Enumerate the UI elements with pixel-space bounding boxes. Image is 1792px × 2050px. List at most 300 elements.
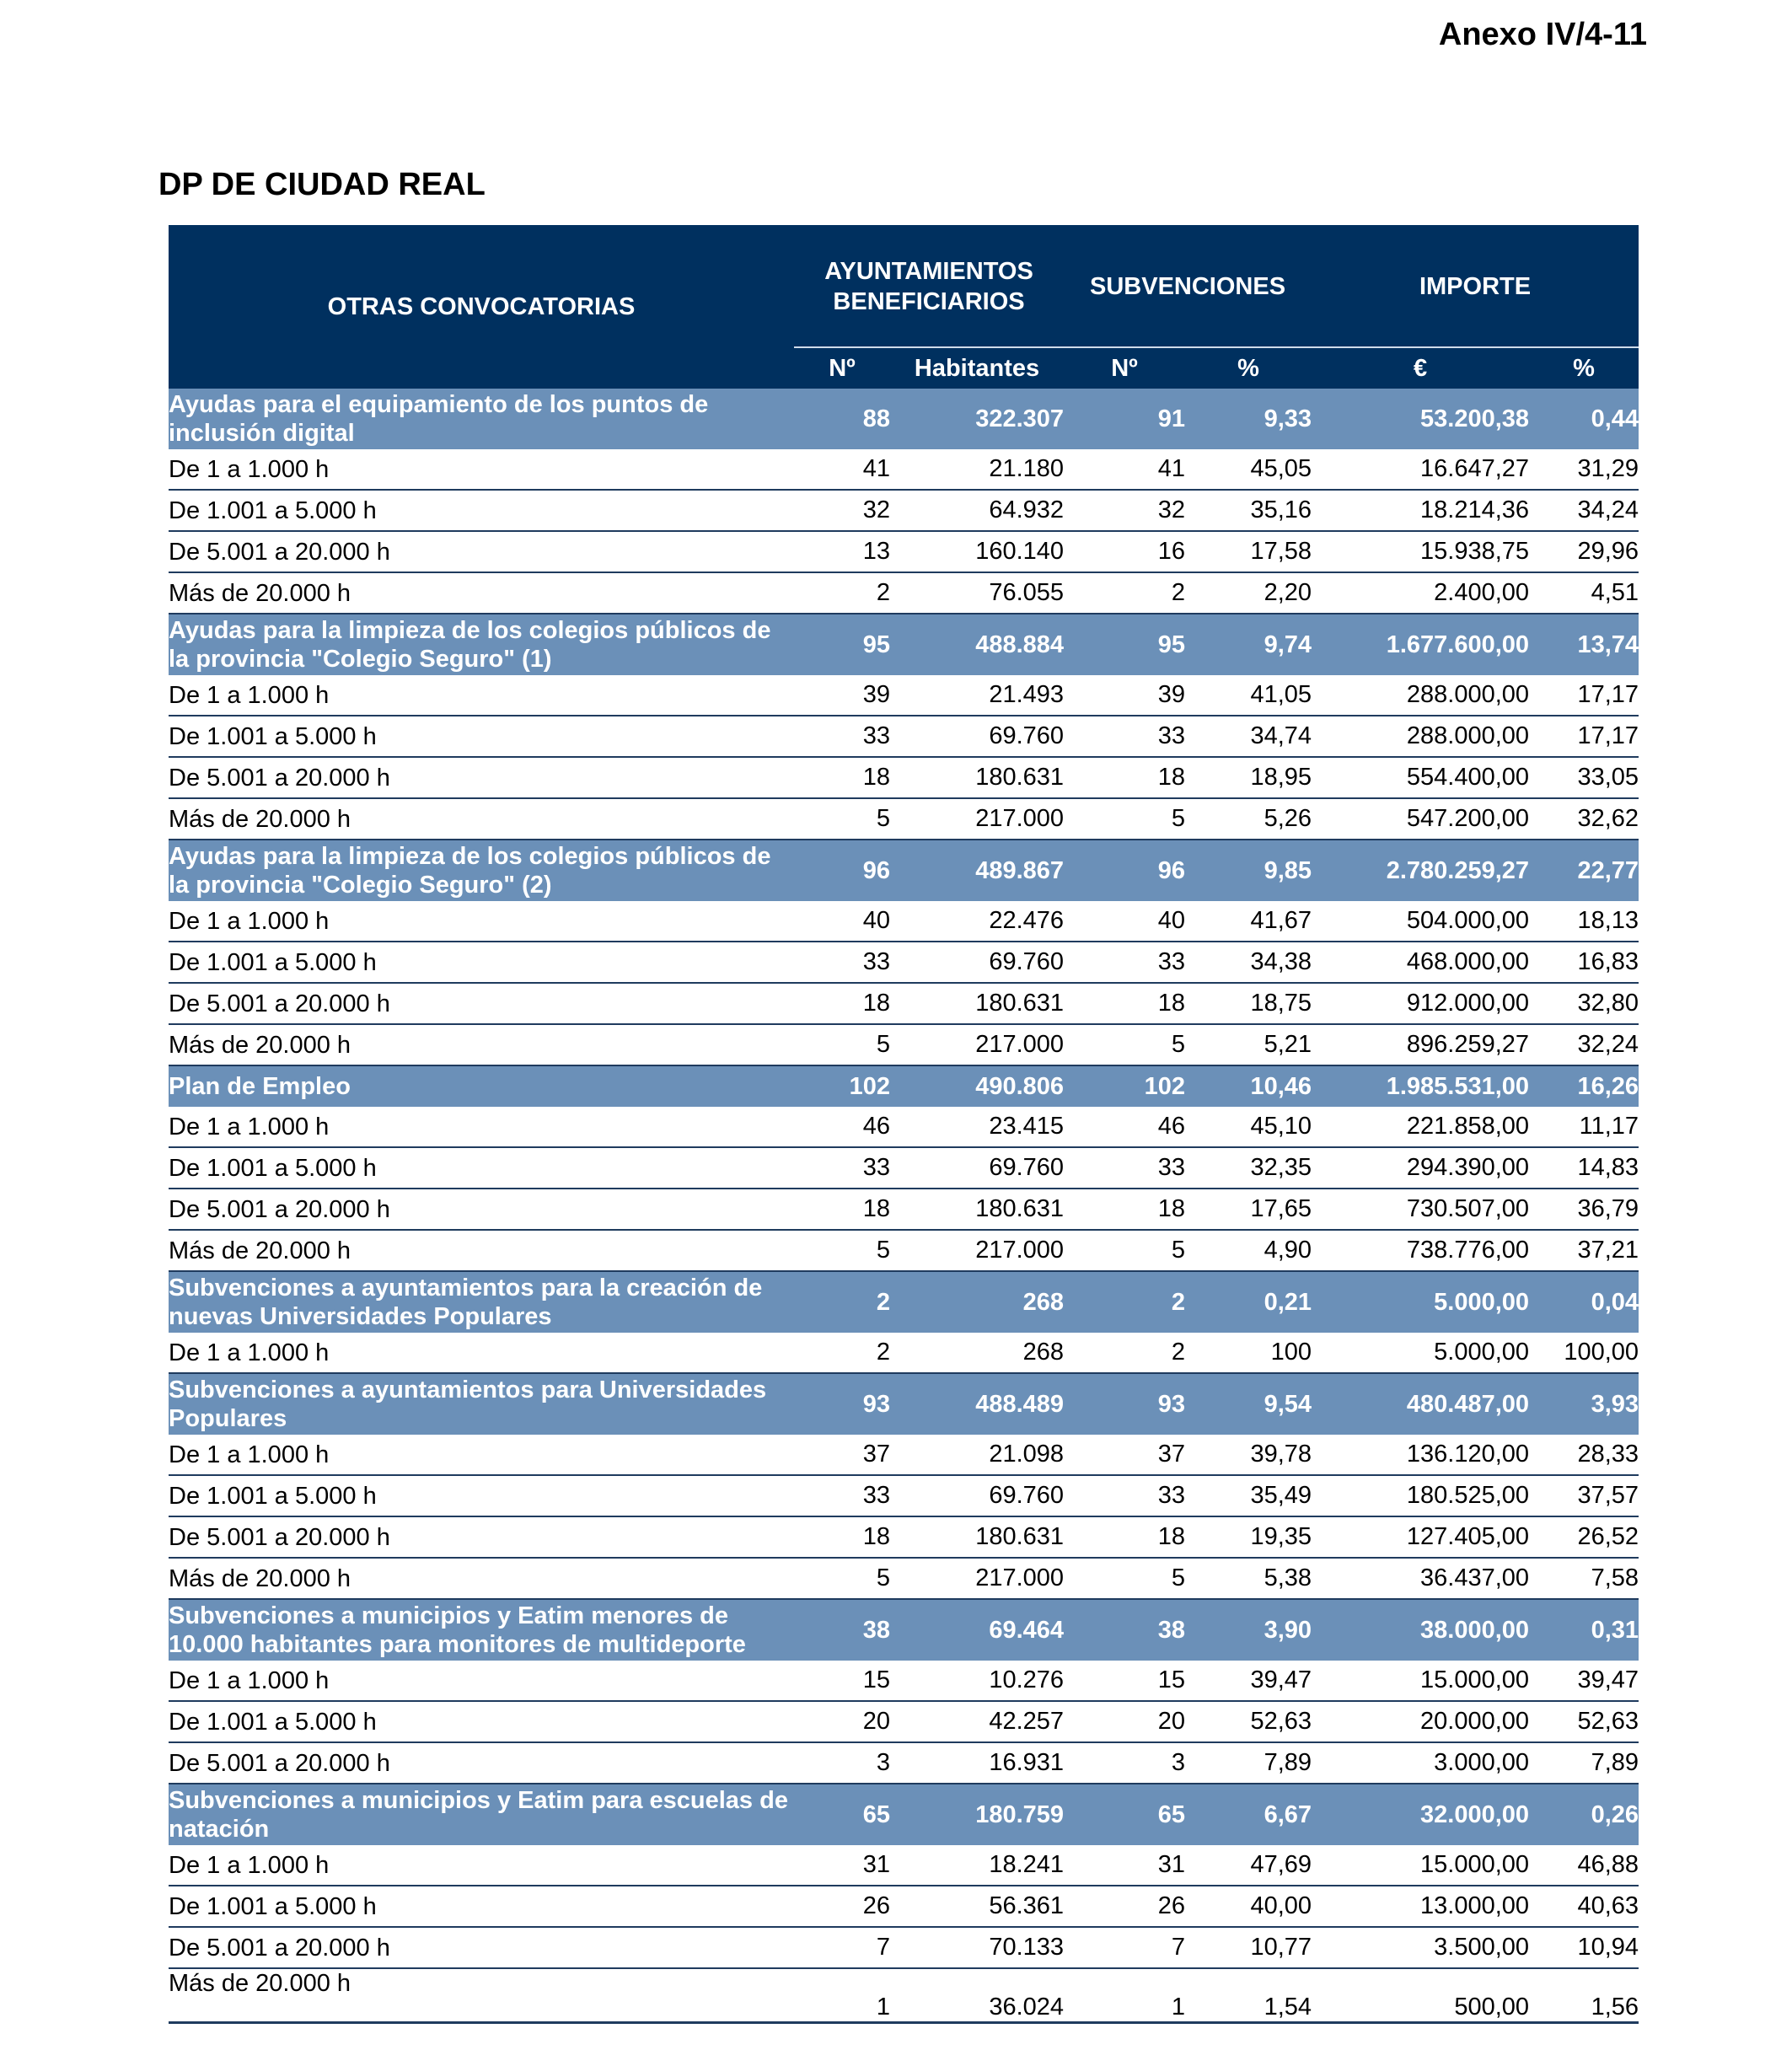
row-value: 45,05 xyxy=(1185,449,1312,490)
row-label: De 5.001 a 20.000 h xyxy=(169,1516,794,1558)
row-value: 554.400,00 xyxy=(1312,757,1529,798)
category-value: 102 xyxy=(1064,1065,1185,1107)
category-value: 38 xyxy=(1064,1599,1185,1661)
header-importe-label: IMPORTE xyxy=(1419,273,1532,300)
row-value: 36.024 xyxy=(890,1968,1064,2023)
row-value: 32,35 xyxy=(1185,1147,1312,1189)
category-row xyxy=(169,614,1639,675)
row-value: 21.180 xyxy=(890,449,1064,490)
row-value: 32,62 xyxy=(1529,798,1639,840)
row-value: 468.000,00 xyxy=(1312,942,1529,983)
category-name: Ayudas para la limpieza de los colegios públicos de la provincia "Colegio Seguro" (1) xyxy=(169,614,794,675)
row-label: De 1 a 1.000 h xyxy=(169,449,794,490)
category-value: 65 xyxy=(794,1784,890,1845)
row-value: 70.133 xyxy=(890,1927,1064,1968)
category-value: 489.867 xyxy=(890,840,1064,901)
row-value: 42.257 xyxy=(890,1701,1064,1742)
table-row xyxy=(169,572,1639,614)
row-value: 37,57 xyxy=(1529,1475,1639,1516)
row-value: 19,35 xyxy=(1185,1516,1312,1558)
row-value: 33 xyxy=(1064,1475,1185,1516)
table-row xyxy=(169,1886,1639,1927)
row-value: 14,83 xyxy=(1529,1147,1639,1189)
row-value: 18.214,36 xyxy=(1312,490,1529,531)
row-label: Más de 20.000 h xyxy=(169,572,794,614)
category-value: 95 xyxy=(1064,614,1185,675)
category-name: Subvenciones a ayuntamientos para la creación de nuevas Universidades Populares xyxy=(169,1271,794,1333)
row-value: 39,47 xyxy=(1185,1661,1312,1701)
row-value: 46,88 xyxy=(1529,1845,1639,1886)
category-value: 5.000,00 xyxy=(1312,1271,1529,1333)
category-value: 0,31 xyxy=(1529,1599,1639,1661)
row-value: 56.361 xyxy=(890,1886,1064,1927)
row-value: 18 xyxy=(794,1189,890,1230)
row-value: 45,10 xyxy=(1185,1107,1312,1147)
row-value: 37 xyxy=(794,1435,890,1475)
convocatorias-table xyxy=(169,225,1639,2024)
row-label: De 5.001 a 20.000 h xyxy=(169,1742,794,1784)
category-name: Ayudas para el equipamiento de los puntos de inclusión digital xyxy=(169,389,794,449)
row-value: 18 xyxy=(794,1516,890,1558)
row-value: 16.647,27 xyxy=(1312,449,1529,490)
header-ayuntamientos-line1: AYUNTAMIENTOS xyxy=(824,258,1033,285)
category-value: 0,21 xyxy=(1185,1271,1312,1333)
page-title: DP DE CIUDAD REAL xyxy=(158,167,486,202)
row-value: 1,54 xyxy=(1185,1968,1312,2023)
category-value: 2 xyxy=(794,1271,890,1333)
row-value: 3 xyxy=(1064,1742,1185,1784)
row-value: 37 xyxy=(1064,1435,1185,1475)
row-value: 23.415 xyxy=(890,1107,1064,1147)
row-value: 5 xyxy=(794,798,890,840)
table-row xyxy=(169,1516,1639,1558)
table-row xyxy=(169,1230,1639,1271)
category-value: 1.677.600,00 xyxy=(1312,614,1529,675)
category-value: 488.884 xyxy=(890,614,1064,675)
row-value: 16 xyxy=(1064,531,1185,572)
row-value: 33 xyxy=(1064,1147,1185,1189)
table-row xyxy=(169,1475,1639,1516)
row-label: De 5.001 a 20.000 h xyxy=(169,1189,794,1230)
header-group-importe xyxy=(1312,225,1639,348)
row-value: 47,69 xyxy=(1185,1845,1312,1886)
category-value: 38.000,00 xyxy=(1312,1599,1529,1661)
category-value: 93 xyxy=(1064,1373,1185,1435)
row-value: 13.000,00 xyxy=(1312,1886,1529,1927)
row-value: 5,38 xyxy=(1185,1558,1312,1599)
category-value: 480.487,00 xyxy=(1312,1373,1529,1435)
row-value: 15.000,00 xyxy=(1312,1661,1529,1701)
table-row xyxy=(169,490,1639,531)
header-ayuntamientos-line2: BENEFICIARIOS xyxy=(833,288,1025,315)
table-row xyxy=(169,675,1639,716)
row-value: 5,26 xyxy=(1185,798,1312,840)
row-label: De 5.001 a 20.000 h xyxy=(169,1927,794,1968)
row-label: De 5.001 a 20.000 h xyxy=(169,531,794,572)
row-value: 36,79 xyxy=(1529,1189,1639,1230)
row-label: De 1.001 a 5.000 h xyxy=(169,1701,794,1742)
category-value: 1.985.531,00 xyxy=(1312,1065,1529,1107)
row-value: 5 xyxy=(794,1558,890,1599)
row-value: 912.000,00 xyxy=(1312,983,1529,1024)
row-value: 40,63 xyxy=(1529,1886,1639,1927)
row-value: 180.525,00 xyxy=(1312,1475,1529,1516)
category-value: 53.200,38 xyxy=(1312,389,1529,449)
category-value: 69.464 xyxy=(890,1599,1064,1661)
row-value: 500,00 xyxy=(1312,1968,1529,2023)
category-value: 9,85 xyxy=(1185,840,1312,901)
header-col-euro: € xyxy=(1312,348,1529,389)
header-col-pct-subvenciones: % xyxy=(1185,348,1312,389)
row-value: 180.631 xyxy=(890,983,1064,1024)
row-value: 39 xyxy=(1064,675,1185,716)
row-label: Más de 20.000 h xyxy=(169,1230,794,1271)
row-value: 730.507,00 xyxy=(1312,1189,1529,1230)
table-row xyxy=(169,1147,1639,1189)
row-value: 10,94 xyxy=(1529,1927,1639,1968)
table-row xyxy=(169,449,1639,490)
row-label: De 1 a 1.000 h xyxy=(169,1333,794,1373)
header-divider xyxy=(1312,346,1639,348)
row-value: 5 xyxy=(1064,1558,1185,1599)
row-value: 15 xyxy=(794,1661,890,1701)
table-row xyxy=(169,757,1639,798)
row-value: 69.760 xyxy=(890,1475,1064,1516)
row-value: 4,51 xyxy=(1529,572,1639,614)
row-value: 15 xyxy=(1064,1661,1185,1701)
row-value: 7 xyxy=(794,1927,890,1968)
row-value: 15.938,75 xyxy=(1312,531,1529,572)
table-row xyxy=(169,1333,1639,1373)
row-value: 2 xyxy=(794,1333,890,1373)
row-label: De 5.001 a 20.000 h xyxy=(169,983,794,1024)
row-value: 1 xyxy=(1064,1968,1185,2023)
row-value: 20 xyxy=(794,1701,890,1742)
row-value: 41,05 xyxy=(1185,675,1312,716)
row-value: 11,17 xyxy=(1529,1107,1639,1147)
row-label: Más de 20.000 h xyxy=(169,1968,794,2023)
table-row xyxy=(169,1558,1639,1599)
category-value: 93 xyxy=(794,1373,890,1435)
row-label: De 1.001 a 5.000 h xyxy=(169,1147,794,1189)
category-value: 65 xyxy=(1064,1784,1185,1845)
row-value: 1 xyxy=(794,1968,890,2023)
row-value: 22.476 xyxy=(890,901,1064,942)
row-value: 20 xyxy=(1064,1701,1185,1742)
row-value: 33,05 xyxy=(1529,757,1639,798)
row-value: 46 xyxy=(794,1107,890,1147)
row-value: 2,20 xyxy=(1185,572,1312,614)
row-value: 160.140 xyxy=(890,531,1064,572)
category-row xyxy=(169,840,1639,901)
table-row xyxy=(169,1742,1639,1784)
row-value: 268 xyxy=(890,1333,1064,1373)
row-value: 41 xyxy=(1064,449,1185,490)
row-value: 10,77 xyxy=(1185,1927,1312,1968)
row-value: 7,58 xyxy=(1529,1558,1639,1599)
row-value: 18 xyxy=(794,983,890,1024)
row-value: 5 xyxy=(794,1024,890,1065)
row-label: De 1.001 a 5.000 h xyxy=(169,490,794,531)
row-value: 33 xyxy=(794,1147,890,1189)
table-row xyxy=(169,983,1639,1024)
header-divider xyxy=(1064,346,1312,348)
row-value: 39,47 xyxy=(1529,1661,1639,1701)
row-value: 36.437,00 xyxy=(1312,1558,1529,1599)
category-value: 95 xyxy=(794,614,890,675)
row-value: 32,80 xyxy=(1529,983,1639,1024)
row-value: 17,17 xyxy=(1529,716,1639,757)
category-value: 9,54 xyxy=(1185,1373,1312,1435)
row-value: 18 xyxy=(1064,1516,1185,1558)
table-row xyxy=(169,1189,1639,1230)
row-value: 217.000 xyxy=(890,1558,1064,1599)
table-row xyxy=(169,1968,1639,2023)
row-value: 76.055 xyxy=(890,572,1064,614)
category-value: 102 xyxy=(794,1065,890,1107)
row-value: 2 xyxy=(794,572,890,614)
row-value: 504.000,00 xyxy=(1312,901,1529,942)
row-label: De 1 a 1.000 h xyxy=(169,1845,794,1886)
row-label: De 1.001 a 5.000 h xyxy=(169,942,794,983)
category-value: 3,93 xyxy=(1529,1373,1639,1435)
row-value: 41,67 xyxy=(1185,901,1312,942)
row-value: 18.241 xyxy=(890,1845,1064,1886)
row-value: 18 xyxy=(794,757,890,798)
category-value: 91 xyxy=(1064,389,1185,449)
row-value: 136.120,00 xyxy=(1312,1435,1529,1475)
row-value: 547.200,00 xyxy=(1312,798,1529,840)
row-value: 46 xyxy=(1064,1107,1185,1147)
row-value: 5 xyxy=(1064,1230,1185,1271)
row-value: 18,95 xyxy=(1185,757,1312,798)
row-value: 896.259,27 xyxy=(1312,1024,1529,1065)
row-value: 10.276 xyxy=(890,1661,1064,1701)
row-label: Más de 20.000 h xyxy=(169,798,794,840)
category-value: 2.780.259,27 xyxy=(1312,840,1529,901)
row-value: 221.858,00 xyxy=(1312,1107,1529,1147)
category-name: Plan de Empleo xyxy=(169,1065,794,1107)
row-value: 5 xyxy=(1064,1024,1185,1065)
row-value: 127.405,00 xyxy=(1312,1516,1529,1558)
row-label: De 1 a 1.000 h xyxy=(169,1435,794,1475)
row-value: 29,96 xyxy=(1529,531,1639,572)
category-row xyxy=(169,1784,1639,1845)
row-value: 16.931 xyxy=(890,1742,1064,1784)
row-value: 180.631 xyxy=(890,1516,1064,1558)
row-value: 32 xyxy=(794,490,890,531)
row-label: De 1.001 a 5.000 h xyxy=(169,716,794,757)
row-value: 5 xyxy=(794,1230,890,1271)
row-value: 294.390,00 xyxy=(1312,1147,1529,1189)
category-value: 2 xyxy=(1064,1271,1185,1333)
category-value: 322.307 xyxy=(890,389,1064,449)
row-label: De 1 a 1.000 h xyxy=(169,1107,794,1147)
row-value: 7,89 xyxy=(1529,1742,1639,1784)
category-row xyxy=(169,389,1639,449)
row-value: 39,78 xyxy=(1185,1435,1312,1475)
row-value: 217.000 xyxy=(890,1024,1064,1065)
row-value: 33 xyxy=(1064,942,1185,983)
row-value: 40,00 xyxy=(1185,1886,1312,1927)
category-value: 96 xyxy=(1064,840,1185,901)
table-row xyxy=(169,1927,1639,1968)
row-value: 288.000,00 xyxy=(1312,675,1529,716)
row-value: 69.760 xyxy=(890,1147,1064,1189)
category-row xyxy=(169,1271,1639,1333)
row-value: 18,13 xyxy=(1529,901,1639,942)
row-value: 13 xyxy=(794,531,890,572)
row-value: 33 xyxy=(794,1475,890,1516)
header-subvenciones-label: SUBVENCIONES xyxy=(1090,273,1286,300)
table-row xyxy=(169,531,1639,572)
category-value: 32.000,00 xyxy=(1312,1784,1529,1845)
row-value: 5,21 xyxy=(1185,1024,1312,1065)
category-name: Ayudas para la limpieza de los colegios públicos de la provincia "Colegio Seguro" (2) xyxy=(169,840,794,901)
row-value: 31 xyxy=(1064,1845,1185,1886)
row-label: De 1.001 a 5.000 h xyxy=(169,1475,794,1516)
category-value: 96 xyxy=(794,840,890,901)
row-value: 41 xyxy=(794,449,890,490)
table-row xyxy=(169,1701,1639,1742)
category-value: 9,33 xyxy=(1185,389,1312,449)
row-value: 288.000,00 xyxy=(1312,716,1529,757)
category-row xyxy=(169,1065,1639,1107)
category-value: 9,74 xyxy=(1185,614,1312,675)
row-value: 180.631 xyxy=(890,1189,1064,1230)
row-value: 52,63 xyxy=(1185,1701,1312,1742)
row-label: De 5.001 a 20.000 h xyxy=(169,757,794,798)
row-value: 64.932 xyxy=(890,490,1064,531)
row-value: 21.098 xyxy=(890,1435,1064,1475)
category-value: 180.759 xyxy=(890,1784,1064,1845)
row-label: De 1 a 1.000 h xyxy=(169,901,794,942)
row-value: 39 xyxy=(794,675,890,716)
category-value: 0,44 xyxy=(1529,389,1639,449)
row-label: De 1.001 a 5.000 h xyxy=(169,1886,794,1927)
table-body xyxy=(169,389,1639,2023)
row-value: 34,24 xyxy=(1529,490,1639,531)
row-value: 26 xyxy=(1064,1886,1185,1927)
category-value: 0,04 xyxy=(1529,1271,1639,1333)
row-value: 69.760 xyxy=(890,942,1064,983)
table-row xyxy=(169,1107,1639,1147)
category-value: 268 xyxy=(890,1271,1064,1333)
row-value: 40 xyxy=(794,901,890,942)
row-label: Más de 20.000 h xyxy=(169,1558,794,1599)
row-label: De 1 a 1.000 h xyxy=(169,1661,794,1701)
row-value: 3.500,00 xyxy=(1312,1927,1529,1968)
table-row xyxy=(169,798,1639,840)
row-value: 17,17 xyxy=(1529,675,1639,716)
header-otras-convocatorias: OTRAS CONVOCATORIAS xyxy=(169,225,794,389)
category-value: 6,67 xyxy=(1185,1784,1312,1845)
header-group-ayuntamientos xyxy=(794,225,1064,348)
row-value: 180.631 xyxy=(890,757,1064,798)
row-label: Más de 20.000 h xyxy=(169,1024,794,1065)
row-value: 35,16 xyxy=(1185,490,1312,531)
row-value: 32,24 xyxy=(1529,1024,1639,1065)
category-value: 490.806 xyxy=(890,1065,1064,1107)
row-value: 5.000,00 xyxy=(1312,1333,1529,1373)
header-divider xyxy=(794,346,1064,348)
row-value: 31,29 xyxy=(1529,449,1639,490)
annex-label: Anexo IV/4-11 xyxy=(1438,17,1647,52)
row-value: 17,58 xyxy=(1185,531,1312,572)
category-value: 38 xyxy=(794,1599,890,1661)
category-value: 0,26 xyxy=(1529,1784,1639,1845)
row-value: 3.000,00 xyxy=(1312,1742,1529,1784)
row-value: 738.776,00 xyxy=(1312,1230,1529,1271)
table-row xyxy=(169,1661,1639,1701)
table-row xyxy=(169,1435,1639,1475)
row-value: 2.400,00 xyxy=(1312,572,1529,614)
row-value: 2 xyxy=(1064,1333,1185,1373)
category-value: 22,77 xyxy=(1529,840,1639,901)
row-value: 100 xyxy=(1185,1333,1312,1373)
row-value: 217.000 xyxy=(890,1230,1064,1271)
row-value: 18 xyxy=(1064,1189,1185,1230)
category-name: Subvenciones a municipios y Eatim para escuelas de natación xyxy=(169,1784,794,1845)
header-col-habitantes: Habitantes xyxy=(890,348,1064,389)
category-value: 13,74 xyxy=(1529,614,1639,675)
row-value: 1,56 xyxy=(1529,1968,1639,2023)
row-value: 7 xyxy=(1064,1927,1185,1968)
row-value: 40 xyxy=(1064,901,1185,942)
row-value: 33 xyxy=(794,716,890,757)
table-row xyxy=(169,901,1639,942)
row-value: 7,89 xyxy=(1185,1742,1312,1784)
table-row xyxy=(169,942,1639,983)
row-value: 34,38 xyxy=(1185,942,1312,983)
category-value: 488.489 xyxy=(890,1373,1064,1435)
row-value: 69.760 xyxy=(890,716,1064,757)
category-value: 10,46 xyxy=(1185,1065,1312,1107)
row-value: 18,75 xyxy=(1185,983,1312,1024)
row-value: 4,90 xyxy=(1185,1230,1312,1271)
row-value: 2 xyxy=(1064,572,1185,614)
row-value: 34,74 xyxy=(1185,716,1312,757)
row-value: 16,83 xyxy=(1529,942,1639,983)
row-value: 52,63 xyxy=(1529,1701,1639,1742)
row-value: 26 xyxy=(794,1886,890,1927)
category-value: 16,26 xyxy=(1529,1065,1639,1107)
category-row xyxy=(169,1373,1639,1435)
row-value: 37,21 xyxy=(1529,1230,1639,1271)
row-value: 31 xyxy=(794,1845,890,1886)
table-row xyxy=(169,1845,1639,1886)
row-value: 17,65 xyxy=(1185,1189,1312,1230)
header-col-n-ayuntamientos: Nº xyxy=(794,348,890,389)
category-value: 3,90 xyxy=(1185,1599,1312,1661)
table-row xyxy=(169,1024,1639,1065)
category-name: Subvenciones a municipios y Eatim menores de 10.000 habitantes para monitores de multideporte xyxy=(169,1599,794,1661)
row-value: 100,00 xyxy=(1529,1333,1639,1373)
header-col-pct-importe: % xyxy=(1529,348,1639,389)
row-value: 33 xyxy=(794,942,890,983)
row-value: 3 xyxy=(794,1742,890,1784)
table-row xyxy=(169,716,1639,757)
header-col-n-subvenciones: Nº xyxy=(1064,348,1185,389)
row-value: 18 xyxy=(1064,757,1185,798)
row-value: 32 xyxy=(1064,490,1185,531)
row-value: 35,49 xyxy=(1185,1475,1312,1516)
row-value: 28,33 xyxy=(1529,1435,1639,1475)
row-value: 33 xyxy=(1064,716,1185,757)
row-value: 26,52 xyxy=(1529,1516,1639,1558)
row-label: De 1 a 1.000 h xyxy=(169,675,794,716)
category-value: 88 xyxy=(794,389,890,449)
